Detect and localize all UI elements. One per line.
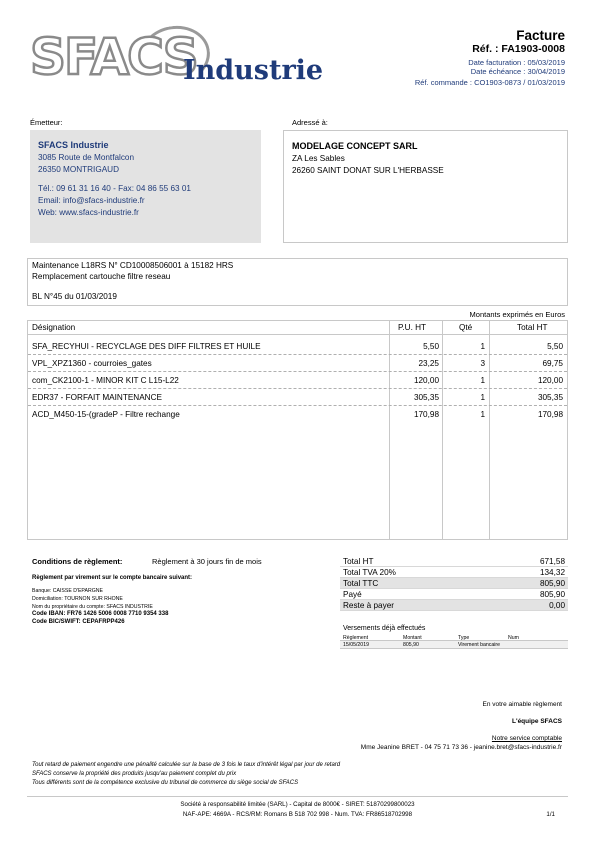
bank-transfer-title: Règlement par virement sur le compte bancaire suivant: [32,575,193,581]
recipient-box [283,130,568,243]
payments-header-amount: Montant [403,635,422,641]
sender-address-1: 3085 Route de Montfalcon [38,153,135,162]
row-designation: SFA_RECYHUI - RECYCLAGE DES DIFF FILTRES ET HUILE [32,342,261,351]
sender-phone: Tél.: 09 61 31 16 40 - Fax: 04 86 55 63 01 [38,184,191,193]
payment-terms-label: Conditions de règlement: [32,557,123,566]
account-owner: Nom du propriétaire du compte: SFACS INDUSTRIE [32,604,153,610]
table-row [28,406,567,423]
row-designation: EDR37 - FORFAIT MAINTENANCE [32,393,162,402]
payment-terms-value: Règlement à 30 jours fin de mois [152,557,262,566]
invoice-notes [27,258,568,306]
sender-email: Email: info@sfacs-industrie.fr [38,196,145,205]
footer-divider [27,796,568,797]
payment-date: 15/05/2019 [343,642,369,648]
row-total: 305,35 [537,393,563,402]
payments-header-date: Règlement [343,635,369,641]
payments-header-type: Type [458,635,470,641]
row-total: 170,98 [537,410,563,419]
payments-table [340,634,568,649]
invoice-title: Facture [516,28,565,43]
footer-registration: NAF-APE: 4669A - RCS/RM: Romans B 518 702 998 - Num. TVA: FR86518702998 [182,811,413,818]
payments-title: Versements déjà effectués [343,625,426,632]
payments-header-num: Num [508,635,519,641]
row-total: 5,50 [547,342,563,351]
total-label: Payé [343,590,362,599]
footer-company-info: Société à responsabilité limitée (SARL) - Capital de 8000€ - SIRET: 51870299800023 [180,801,415,808]
row-unit-price: 170,98 [413,410,439,419]
row-quantity: 3 [480,359,485,368]
total-value: 0,00 [549,601,565,610]
bank-name: Banque: CAISSE D'EPARGNE [32,588,103,594]
header-designation: Désignation [32,323,76,332]
payment-amount: 805,90 [403,642,419,648]
invoice-date: Date facturation : 05/03/2019 [468,58,565,67]
logo-brand: SFACS [30,28,197,86]
totals-table [340,556,568,611]
total-row [340,578,568,589]
row-unit-price: 5,50 [423,342,439,351]
table-row [28,372,567,389]
closing-team: L'équipe SFACS [512,718,562,725]
total-value: 805,90 [539,579,565,588]
total-label: Reste à payer [343,601,394,610]
invoice-ref: Réf. : FA1903-0008 [472,43,565,55]
row-unit-price: 305,35 [413,393,439,402]
recipient-address-2: 26260 SAINT DONAT SUR L'HERBASSE [292,166,444,175]
total-row [340,567,568,578]
payments-row [340,641,568,649]
header-total: Total HT [517,323,548,332]
total-value: 805,90 [539,590,565,599]
legal-jurisdiction: Tous différents sont de la compétence exclusive du tribunal de commerce du siège social de SFACS [32,780,299,786]
total-label: Total HT [343,557,374,566]
row-total: 69,75 [542,359,563,368]
accounting-service-title: Notre service comptable [491,735,562,742]
payments-header [340,634,568,641]
notes-line-1: Maintenance L18RS N° CD10008506001 à 15182 HRS [32,261,234,270]
items-table [27,320,568,540]
page-number: 1/1 [546,811,555,818]
row-unit-price: 23,25 [418,359,439,368]
total-label: Total TTC [343,579,379,588]
iban: Code IBAN: FR76 1426 5006 0008 7710 9354 338 [32,611,169,617]
bic-swift: Code BIC/SWIFT: CEPAFRPP426 [32,619,125,625]
logo-suffix: Industrie [183,55,324,86]
row-quantity: 1 [480,342,485,351]
recipient-label: Adressé à: [292,118,328,127]
closing-greeting: En votre aimable règlement [482,701,562,708]
total-row [340,589,568,600]
total-value: 671,58 [539,557,565,566]
table-row [28,338,567,355]
sender-web: Web: www.sfacs-industrie.fr [38,208,139,217]
notes-line-2: Remplacement cartouche filtre reseau [32,271,171,281]
total-label: Total TVA 20% [343,568,396,577]
sender-name: SFACS Industrie [38,140,109,150]
row-designation: VPL_XPZ1360 - courroies_gates [32,359,152,368]
row-quantity: 1 [480,376,485,385]
sender-box [30,130,261,243]
table-row [28,389,567,406]
row-unit-price: 120,00 [413,376,439,385]
legal-ownership: SFACS conserve la propriété des produits jusqu'au paiement complet du prix [32,771,237,777]
payment-type: Virement bancaire [458,642,501,648]
row-designation: com_CK2100-1 - MINOR KIT C L15-L22 [32,376,179,385]
row-quantity: 1 [480,410,485,419]
row-total: 120,00 [537,376,563,385]
total-row [340,556,568,567]
total-row [340,600,568,611]
legal-late-payment: Tout retard de paiement engendre une pénalité calculée sur la base de 3 fois le taux d'intérêt légal par jour de retard [32,762,341,768]
row-quantity: 1 [480,393,485,402]
currency-note: Montants exprimés en Euros [469,310,565,319]
bank-domiciliation: Domiciliation: TOURNON SUR RHONE [32,596,123,602]
sender-label: Émetteur: [30,118,63,127]
recipient-name: MODELAGE CONCEPT SARL [292,141,418,151]
recipient-address-1: ZA Les Sables [292,154,345,163]
sender-address-2: 26350 MONTRIGAUD [38,165,119,174]
total-value: 134,32 [539,568,565,577]
accounting-contact: Mme Jeanine BRET - 04 75 71 73 36 - jeanine.bret@sfacs-industrie.fr [360,744,562,751]
notes-line-3: BL N°45 du 01/03/2019 [32,292,117,301]
header-quantity: Qté [459,323,473,332]
header-unit-price: P.U. HT [398,323,427,332]
table-row [28,355,567,372]
due-date: Date échéance : 30/04/2019 [470,67,565,76]
order-ref: Réf. commande : CO1903-0873 / 01/03/2019 [414,78,565,87]
row-designation: ACD_M450-15-(gradeP - Filtre rechange [32,410,180,419]
table-header [28,321,567,335]
